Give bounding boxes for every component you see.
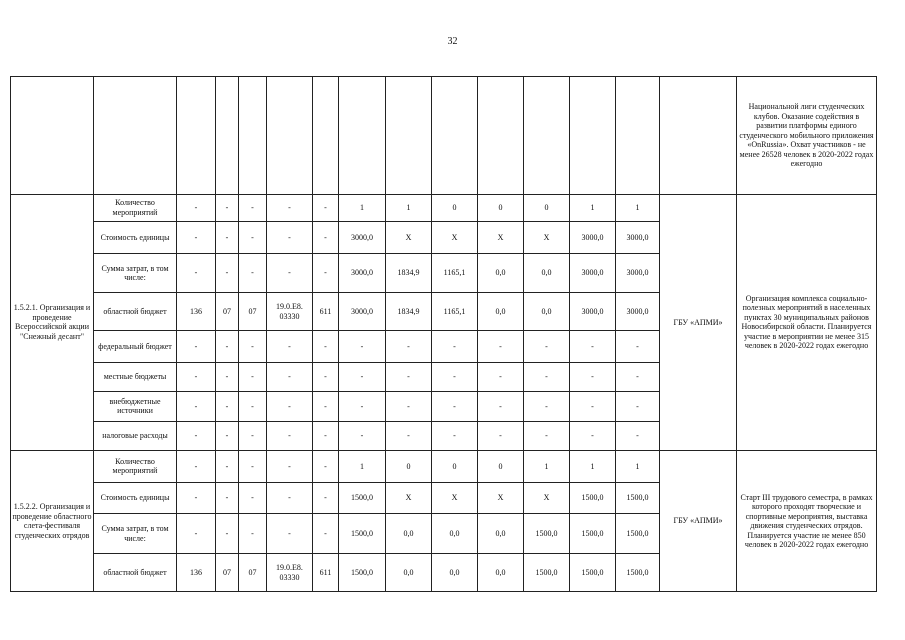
value-cell: 1500,0: [616, 482, 660, 514]
intro-cell: [216, 77, 239, 195]
value-cell: -: [616, 392, 660, 421]
budget-code-cell: -: [239, 514, 267, 554]
budget-code-cell: -: [239, 222, 267, 254]
value-cell: 3000,0: [616, 253, 660, 293]
value-cell: 1500,0: [616, 554, 660, 592]
value-cell: 0,0: [478, 253, 524, 293]
value-cell: -: [339, 392, 386, 421]
value-cell: -: [524, 362, 570, 391]
value-cell: 1500,0: [339, 482, 386, 514]
intro-cell: [11, 77, 94, 195]
budget-code-cell: -: [267, 253, 313, 293]
value-cell: 0,0: [386, 554, 432, 592]
value-cell: -: [570, 421, 616, 450]
executor-cell: ГБУ «АПМИ»: [660, 451, 737, 592]
value-cell: 1500,0: [339, 514, 386, 554]
value-cell: 1165,1: [432, 253, 478, 293]
value-cell: 3000,0: [339, 253, 386, 293]
intro-cell: [570, 77, 616, 195]
value-cell: Х: [524, 482, 570, 514]
value-cell: -: [570, 392, 616, 421]
budget-code-cell: 19.0.E8. 03330: [267, 554, 313, 592]
value-cell: 0,0: [478, 514, 524, 554]
indicator-label-cell: областной бюджет: [94, 293, 177, 331]
value-cell: 0: [524, 194, 570, 221]
budget-code-cell: -: [313, 451, 339, 483]
budget-code-cell: -: [177, 253, 216, 293]
value-cell: -: [386, 421, 432, 450]
value-cell: -: [616, 421, 660, 450]
intro-cell: [386, 77, 432, 195]
budget-code-cell: -: [313, 421, 339, 450]
value-cell: 0: [478, 194, 524, 221]
value-cell: 1: [570, 194, 616, 221]
budget-code-cell: 07: [216, 554, 239, 592]
value-cell: -: [616, 362, 660, 391]
value-cell: -: [386, 331, 432, 363]
value-cell: -: [432, 362, 478, 391]
value-cell: -: [524, 421, 570, 450]
budget-code-cell: -: [216, 392, 239, 421]
intro-cell: [616, 77, 660, 195]
budget-code-cell: -: [216, 482, 239, 514]
value-cell: 3000,0: [339, 293, 386, 331]
value-cell: 0,0: [432, 554, 478, 592]
budget-code-cell: -: [239, 362, 267, 391]
value-cell: 1: [616, 194, 660, 221]
budget-code-cell: 19.0.E8. 03330: [267, 293, 313, 331]
value-cell: 1500,0: [524, 514, 570, 554]
budget-code-cell: -: [267, 514, 313, 554]
budget-code-cell: -: [267, 331, 313, 363]
budget-code-cell: -: [177, 331, 216, 363]
budget-code-cell: -: [239, 482, 267, 514]
value-cell: 1500,0: [570, 554, 616, 592]
budget-code-cell: -: [239, 253, 267, 293]
budget-code-cell: 611: [313, 554, 339, 592]
budget-code-cell: -: [216, 194, 239, 221]
value-cell: 0: [432, 194, 478, 221]
value-cell: 1500,0: [616, 514, 660, 554]
budget-code-cell: -: [177, 514, 216, 554]
budget-code-cell: -: [239, 451, 267, 483]
value-cell: 1500,0: [524, 554, 570, 592]
value-cell: -: [616, 331, 660, 363]
value-cell: 0,0: [478, 554, 524, 592]
value-cell: Х: [386, 482, 432, 514]
budget-code-cell: -: [267, 482, 313, 514]
budget-code-cell: -: [216, 331, 239, 363]
intro-cell: [239, 77, 267, 195]
executor-cell: ГБУ «АПМИ»: [660, 194, 737, 450]
value-cell: -: [432, 421, 478, 450]
budget-code-cell: 07: [216, 293, 239, 331]
indicator-label-cell: федеральный бюджет: [94, 331, 177, 363]
value-cell: 3000,0: [616, 293, 660, 331]
budget-code-cell: -: [313, 253, 339, 293]
budget-code-cell: 611: [313, 293, 339, 331]
value-cell: -: [432, 331, 478, 363]
indicator-label-cell: Сумма затрат, в том числе:: [94, 514, 177, 554]
table-row: [11, 451, 877, 483]
indicator-label-cell: местные бюджеты: [94, 362, 177, 391]
intro-cell: [313, 77, 339, 195]
budget-code-cell: -: [267, 451, 313, 483]
budget-code-cell: -: [177, 362, 216, 391]
indicator-label-cell: областной бюджет: [94, 554, 177, 592]
budget-code-cell: -: [313, 482, 339, 514]
value-cell: 3000,0: [570, 293, 616, 331]
budget-code-cell: -: [216, 362, 239, 391]
value-cell: 0,0: [478, 293, 524, 331]
intro-row: [11, 77, 877, 195]
intro-cell: [177, 77, 216, 195]
value-cell: 1500,0: [570, 514, 616, 554]
budget-code-cell: -: [267, 194, 313, 221]
value-cell: 1500,0: [339, 554, 386, 592]
value-cell: -: [570, 331, 616, 363]
value-cell: -: [524, 331, 570, 363]
value-cell: 0,0: [432, 514, 478, 554]
indicator-label-cell: Количество мероприятий: [94, 194, 177, 221]
value-cell: -: [339, 362, 386, 391]
value-cell: -: [478, 331, 524, 363]
budget-code-cell: -: [239, 194, 267, 221]
value-cell: -: [478, 421, 524, 450]
budget-code-cell: -: [313, 362, 339, 391]
budget-code-cell: -: [239, 421, 267, 450]
value-cell: -: [339, 331, 386, 363]
budget-code-cell: 136: [177, 293, 216, 331]
budget-code-cell: -: [216, 514, 239, 554]
value-cell: 1: [524, 451, 570, 483]
budget-code-cell: 136: [177, 554, 216, 592]
value-cell: 1: [339, 194, 386, 221]
budget-code-cell: -: [177, 482, 216, 514]
budget-code-cell: -: [177, 421, 216, 450]
value-cell: 1: [386, 194, 432, 221]
value-cell: 0: [386, 451, 432, 483]
expected-result-cell: Старт III трудового семестра, в рамках которого проходят творческие и спортивные мероприятия, выставка движения студенческих отрядов. Планируется участие не менее 850 человек в 2020-2022 годах ежегодно: [737, 451, 877, 592]
budget-code-cell: -: [239, 392, 267, 421]
value-cell: 0,0: [524, 253, 570, 293]
value-cell: -: [432, 392, 478, 421]
value-cell: 1165,1: [432, 293, 478, 331]
expected-result-cell: Организация комплекса социально-полезных мероприятий в населенных пунктах 30 муниципальных районов Новосибирской области. Планируется участие в мероприятии не менее 315 человек в 2020-2022 годах ежегодно: [737, 194, 877, 450]
page-number: 32: [447, 36, 458, 47]
table-row: [11, 194, 877, 221]
value-cell: 1: [570, 451, 616, 483]
budget-code-cell: -: [216, 222, 239, 254]
budget-code-cell: -: [267, 392, 313, 421]
intro-cell: [267, 77, 313, 195]
intro-cell: [94, 77, 177, 195]
budget-code-cell: -: [267, 362, 313, 391]
value-cell: Х: [478, 222, 524, 254]
budget-code-cell: -: [313, 392, 339, 421]
value-cell: Х: [478, 482, 524, 514]
intro-result-text: Национальной лиги студенческих клубов. Оказание содействия в развитии платформы единого студенческого мобильного приложения «OnRussia». Охват участников - не менее 26528 человек в 2020-2022 годах ежегодно: [737, 77, 877, 195]
value-cell: 3000,0: [616, 222, 660, 254]
event-name-cell: 1.5.2.2. Организация и проведение областного слета-фестиваля студенческих отрядов: [11, 451, 94, 592]
budget-code-cell: -: [216, 421, 239, 450]
value-cell: -: [386, 362, 432, 391]
value-cell: 0,0: [524, 293, 570, 331]
value-cell: -: [339, 421, 386, 450]
budget-code-cell: -: [313, 514, 339, 554]
value-cell: 0,0: [386, 514, 432, 554]
intro-cell: [524, 77, 570, 195]
budget-code-cell: -: [313, 194, 339, 221]
budget-code-cell: 07: [239, 554, 267, 592]
value-cell: Х: [524, 222, 570, 254]
budget-code-cell: -: [177, 222, 216, 254]
value-cell: -: [524, 392, 570, 421]
value-cell: 1834,9: [386, 293, 432, 331]
value-cell: 1: [616, 451, 660, 483]
indicator-label-cell: налоговые расходы: [94, 421, 177, 450]
budget-code-cell: 07: [239, 293, 267, 331]
program-events-table: [10, 76, 877, 592]
budget-code-cell: -: [177, 451, 216, 483]
budget-code-cell: -: [216, 451, 239, 483]
value-cell: Х: [432, 482, 478, 514]
value-cell: 3000,0: [570, 253, 616, 293]
value-cell: -: [570, 362, 616, 391]
budget-code-cell: -: [267, 421, 313, 450]
indicator-label-cell: Стоимость единицы: [94, 222, 177, 254]
indicator-label-cell: Сумма затрат, в том числе:: [94, 253, 177, 293]
budget-code-cell: -: [239, 331, 267, 363]
value-cell: Х: [432, 222, 478, 254]
intro-cell: [660, 77, 737, 195]
value-cell: Х: [386, 222, 432, 254]
budget-code-cell: -: [313, 331, 339, 363]
budget-code-cell: -: [177, 194, 216, 221]
value-cell: -: [478, 392, 524, 421]
indicator-label-cell: Стоимость единицы: [94, 482, 177, 514]
value-cell: 1500,0: [570, 482, 616, 514]
intro-cell: [432, 77, 478, 195]
intro-cell: [478, 77, 524, 195]
value-cell: 3000,0: [570, 222, 616, 254]
indicator-label-cell: Количество мероприятий: [94, 451, 177, 483]
value-cell: 1834,9: [386, 253, 432, 293]
value-cell: -: [386, 392, 432, 421]
intro-cell: [339, 77, 386, 195]
budget-code-cell: -: [216, 253, 239, 293]
value-cell: 1: [339, 451, 386, 483]
budget-code-cell: -: [177, 392, 216, 421]
value-cell: 0: [478, 451, 524, 483]
budget-code-cell: -: [313, 222, 339, 254]
value-cell: -: [478, 362, 524, 391]
event-name-cell: 1.5.2.1. Организация и проведение Всероссийской акции "Снежный десант": [11, 194, 94, 450]
value-cell: 0: [432, 451, 478, 483]
indicator-label-cell: внебюджетные источники: [94, 392, 177, 421]
budget-code-cell: -: [267, 222, 313, 254]
value-cell: 3000,0: [339, 222, 386, 254]
